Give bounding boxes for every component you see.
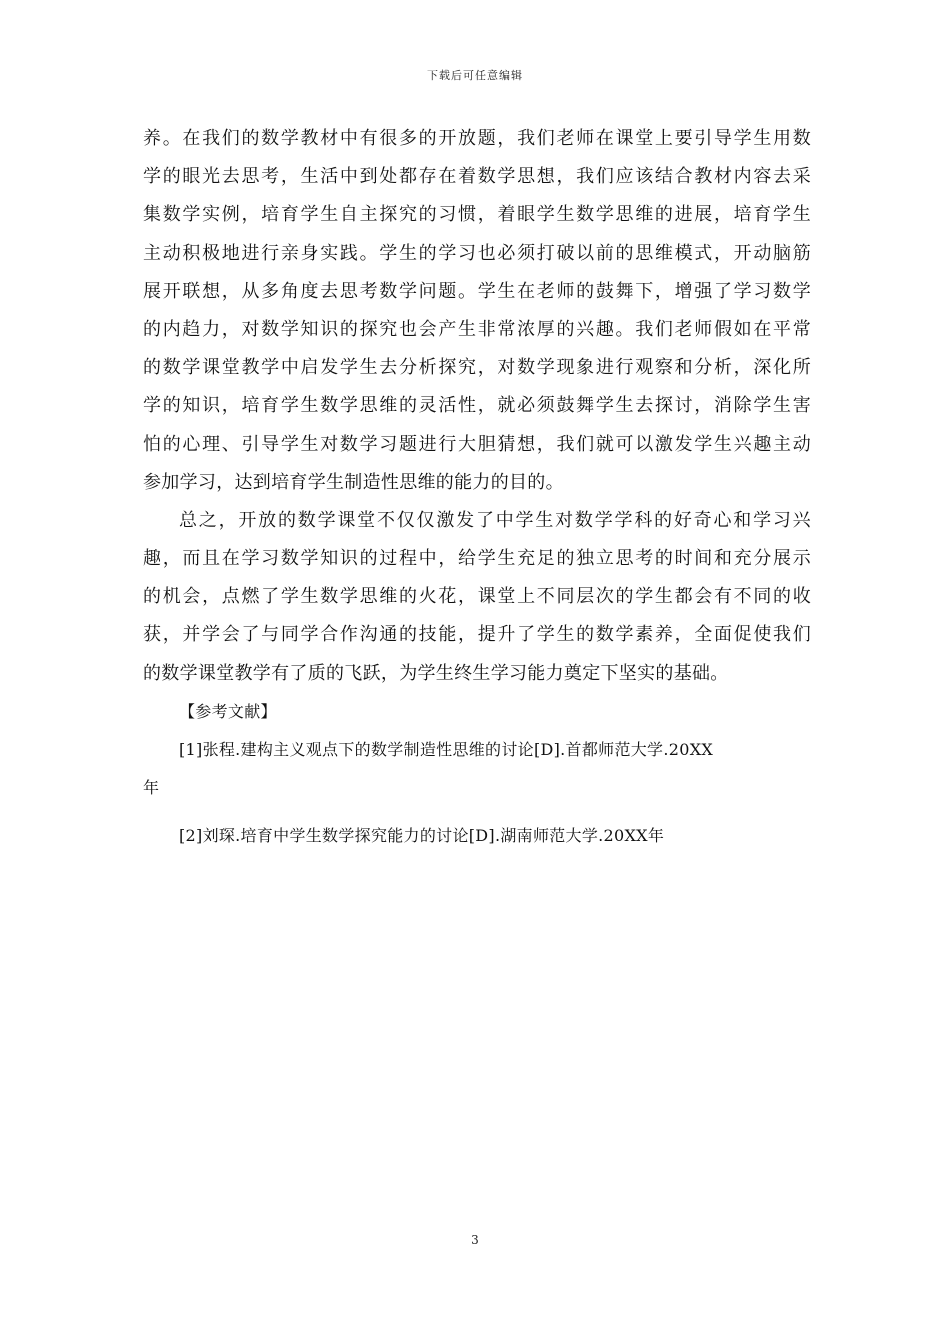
text-line: 总之，开放的数学课堂不仅仅激发了中学生对数学学科的好奇心和学习兴 bbox=[179, 509, 811, 531]
document-body bbox=[143, 120, 811, 856]
page-header: 下载后可任意编辑 bbox=[427, 69, 523, 82]
text-line: 获，并学会了与同学合作沟通的技能，提升了学生的数学素养，全面促使我们 bbox=[143, 624, 811, 646]
text-line: 参加学习，达到培育学生制造性思维的能力的目的。 bbox=[143, 471, 564, 493]
text-line: 集数学实例，培育学生自主探究的习惯，着眼学生数学思维的进展，培育学生 bbox=[143, 204, 811, 226]
paragraph-1 bbox=[143, 120, 811, 502]
text-line: 趣，而且在学习数学知识的过程中，给学生充足的独立思考的时间和充分展示 bbox=[143, 548, 811, 570]
text-line: 学的眼光去思考，生活中到处都存在着数学思想，我们应该结合教材内容去采 bbox=[143, 166, 811, 188]
text-line: 学的知识，培育学生数学思维的灵活性，就必须鼓舞学生去探讨，消除学生害 bbox=[143, 395, 811, 417]
text-line: 的机会，点燃了学生数学思维的火花，课堂上不同层次的学生都会有不同的收 bbox=[143, 586, 811, 608]
text-line: 主动积极地进行亲身实践。学生的学习也必须打破以前的思维模式，开动脑筋 bbox=[143, 242, 811, 264]
reference-2: [2]刘琛.培育中学生数学探究能力的讨论[D].湖南师范大学.20XX年 bbox=[179, 826, 665, 846]
text-line: 的数学课堂教学中启发学生去分析探究，对数学现象进行观察和分析，深化所 bbox=[143, 357, 811, 379]
references-heading: 【参考文献】 bbox=[179, 701, 277, 721]
text-line: 养。在我们的数学教材中有很多的开放题，我们老师在课堂上要引导学生用数 bbox=[143, 128, 811, 149]
reference-gap bbox=[143, 807, 811, 817]
page-number: 3 bbox=[471, 1233, 479, 1247]
paragraph-2 bbox=[143, 502, 811, 693]
text-line: 展开联想，从多角度去思考数学问题。学生在老师的鼓舞下，增强了学习数学 bbox=[143, 280, 811, 302]
references-section bbox=[143, 693, 811, 856]
reference-1: [1]张程.建构主义观点下的数学制造性思维的讨论[D].首都师范大学.20XX bbox=[179, 740, 714, 759]
text-line: 怕的心理、引导学生对数学习题进行大胆猜想，我们就可以激发学生兴趣主动 bbox=[143, 433, 811, 455]
reference-1-continuation: 年 bbox=[143, 778, 160, 798]
text-line: 的数学课堂教学有了质的飞跃，为学生终生学习能力奠定下坚实的基础。 bbox=[143, 662, 729, 684]
text-line: 的内趋力，对数学知识的探究也会产生非常浓厚的兴趣。我们老师假如在平常 bbox=[143, 318, 811, 340]
